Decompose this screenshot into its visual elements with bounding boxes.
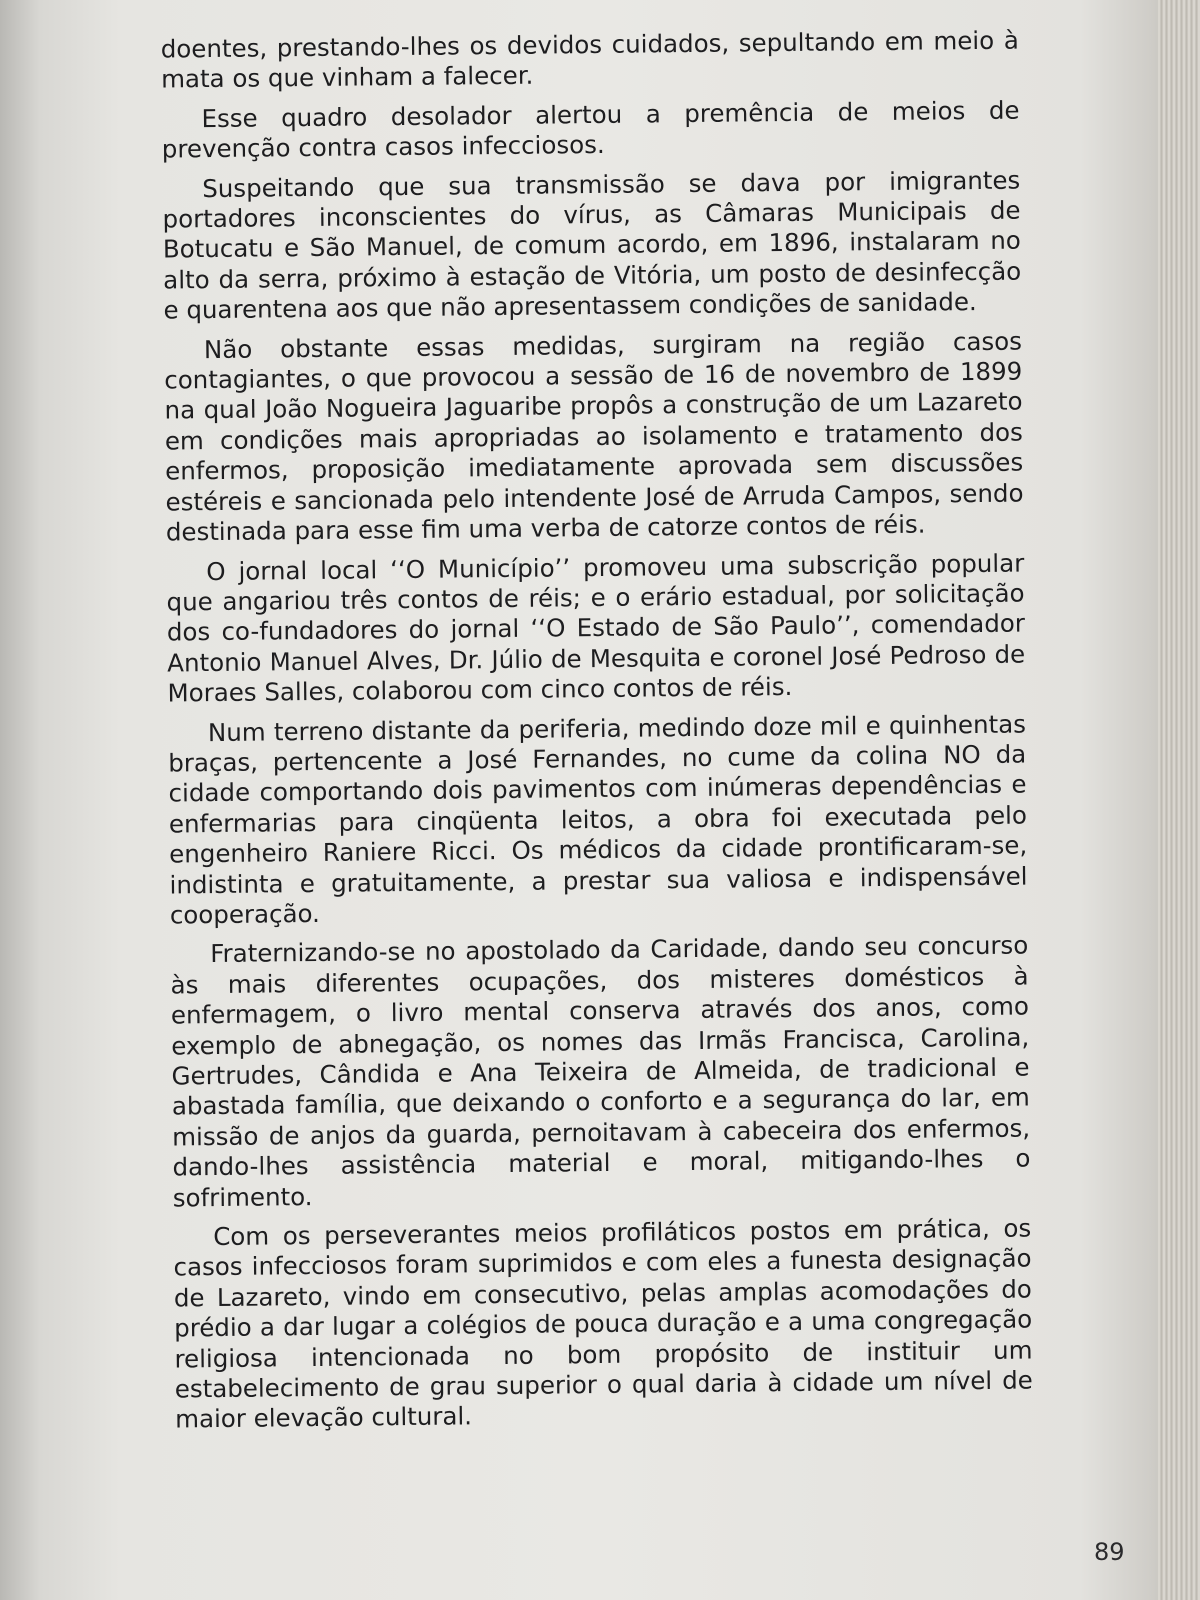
paragraph-1: doentes, prestando-lhes os devidos cuidados, sepultando em meio à mata os que vinham a falecer. — [160, 25, 1019, 94]
paragraph-4: Não obstante essas medidas, surgiram na região casos contagiantes, o que provocou a sessão de 16 de novembro de 1899 na qual João Nogueira Jaguaribe propôs a construção de um Lazareto em condições mais apropriadas ao isolamento e tratamento dos enfermos, proposição imediatamente aprovada sem discussões estéreis e sancionada pelo intendente José de Arruda Campos, sendo destinada para esse fim uma verba de catorze contos de réis. — [164, 326, 1024, 547]
page-number: 89 — [1094, 1538, 1125, 1566]
body-text — [161, 26, 1034, 1445]
paragraph-8: Com os perseverantes meios profiláticos postos em prática, os casos infecciosos foram suprimidos e com eles a funesta designação de Lazareto, vindo em consecutivo, pelas amplas acomodações do prédio a dar lugar a colégios de pouca duração e a uma congregação religiosa intencionada no bom propósito de instituir um estabelecimento de grau superior o qual daria à cidade um nível de maior elevação cultural. — [173, 1213, 1033, 1434]
paragraph-5: O jornal local ‘‘O Município’’ promoveu uma subscrição popular que angariou três contos de réis; e o erário estadual, por solicitação dos co-fundadores do jornal ‘‘O Estado de São Paulo’’, comendador Antonio Manuel Alves, Dr. Júlio de Mesquita e coronel José Pedroso de Moraes Salles, colaborou com cinco contos de réis. — [166, 548, 1026, 708]
page-edge-stack — [1158, 0, 1200, 1600]
paragraph-3: Suspeitando que sua transmissão se dava por imigrantes portadores inconscientes do vírus, as Câmaras Municipais de Botucatu e São Manuel, de comum acordo, em 1896, instalaram no alto da serra, próximo à estação de Vitória, um posto de desinfecção e quarentena aos que não apresentassem condições de sanidade. — [162, 165, 1022, 325]
paragraph-2: Esse quadro desolador alertou a premência de meios de prevenção contra casos infecciosos. — [161, 95, 1020, 164]
paragraph-7: Fraternizando-se no apostolado da Caridade, dando seu concurso às mais diferentes ocupações, dos misteres domésticos à enfermagem, o livro mental conserva através dos anos, como exemplo de abnegação, os nomes das Irmãs Francisca, Carolina, Gertrudes, Cândida e Ana Teixeira de Almeida, de tradicional e abastada família, que deixando o conforto e a segurança do lar, em missão de anjos da guarda, pernoitavam à cabeceira dos enfermos, dando-lhes assistência material e moral, mitigando-lhes o sofrimento. — [170, 930, 1031, 1213]
paragraph-6: Num terreno distante da periferia, medindo doze mil e quinhentas braças, pertencente a José Fernandes, no cume da colina NO da cidade comportando dois pavimentos com inúmeras dependências e enfermarias para cinqüenta leitos, a obra foi executada pelo engenheiro Raniere Ricci. Os médicos da cidade prontificaram-se, indistinta e gratuitamente, a prestar sua valiosa e indispensável cooperação. — [168, 709, 1028, 930]
